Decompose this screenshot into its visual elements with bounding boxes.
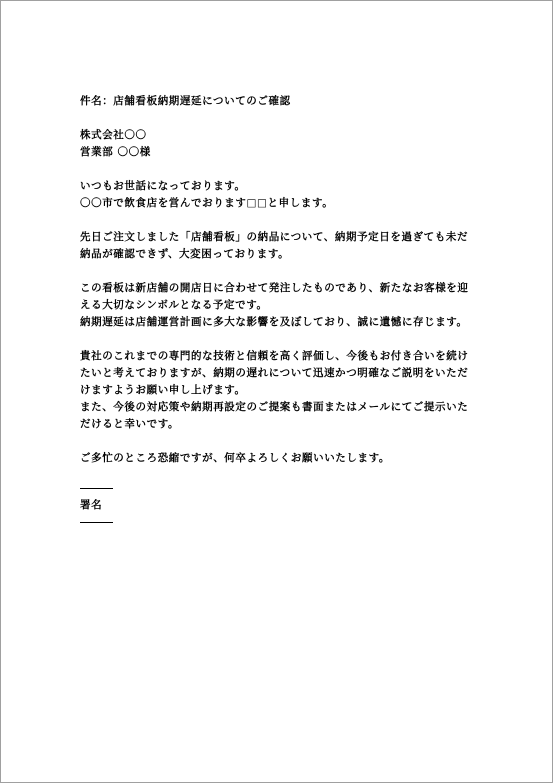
signature-rule-top [80, 488, 113, 489]
paragraph-2-line: この看板は新店舗の開店日に合わせて発注したものであり、新たなお客様を迎 [80, 282, 469, 294]
closing-line: ご多忙のところ恐縮ですが、何卒よろしくお願いいたします。 [80, 452, 390, 464]
signature-label: 署名 [80, 499, 103, 511]
paragraph-2-line: 納期遅延は店舗運営計画に多大な影響を及ぼしており、誠に遺憾に存じます。 [80, 316, 468, 328]
greeting-line: いつもお世話になっております。 [80, 180, 246, 192]
subject-line: 件名：店舗看板納期遅延についてのご確認 [80, 95, 291, 107]
paragraph-3-line: けますようお願い申し上げます。 [80, 384, 246, 396]
recipient-person: 営業部 〇〇様 [80, 146, 151, 158]
paragraph-1-line: 先日ご注文しました「店舗看板」の納品について、納期予定日を過ぎても未だ [80, 231, 469, 243]
recipient-company: 株式会社〇〇 [80, 129, 147, 141]
signature-rule-bottom [80, 522, 113, 523]
letter-body [80, 93, 480, 531]
paragraph-3-line: たいと考えておりますが、納期の遅れについて迅速かつ明確なご説明をいただ [80, 367, 469, 379]
paragraph-2-line: える大切なシンボルとなる予定です。 [80, 299, 268, 311]
paragraph-3-line: 貴社のこれまでの専門的な技術と信頼を高く評価し、今後もお付き合いを続け [80, 350, 469, 362]
paragraph-1-line: 納品が確認できず、大変困っております。 [80, 248, 290, 260]
greeting-line: 〇〇市で飲食店を営んでおります□□と申します。 [80, 197, 334, 209]
paragraph-3-line: だけると幸いです。 [80, 418, 180, 430]
paragraph-3-line: また、今後の対応策や納期再設定のご提案も書面またはメールにてご提示いた [80, 401, 469, 413]
